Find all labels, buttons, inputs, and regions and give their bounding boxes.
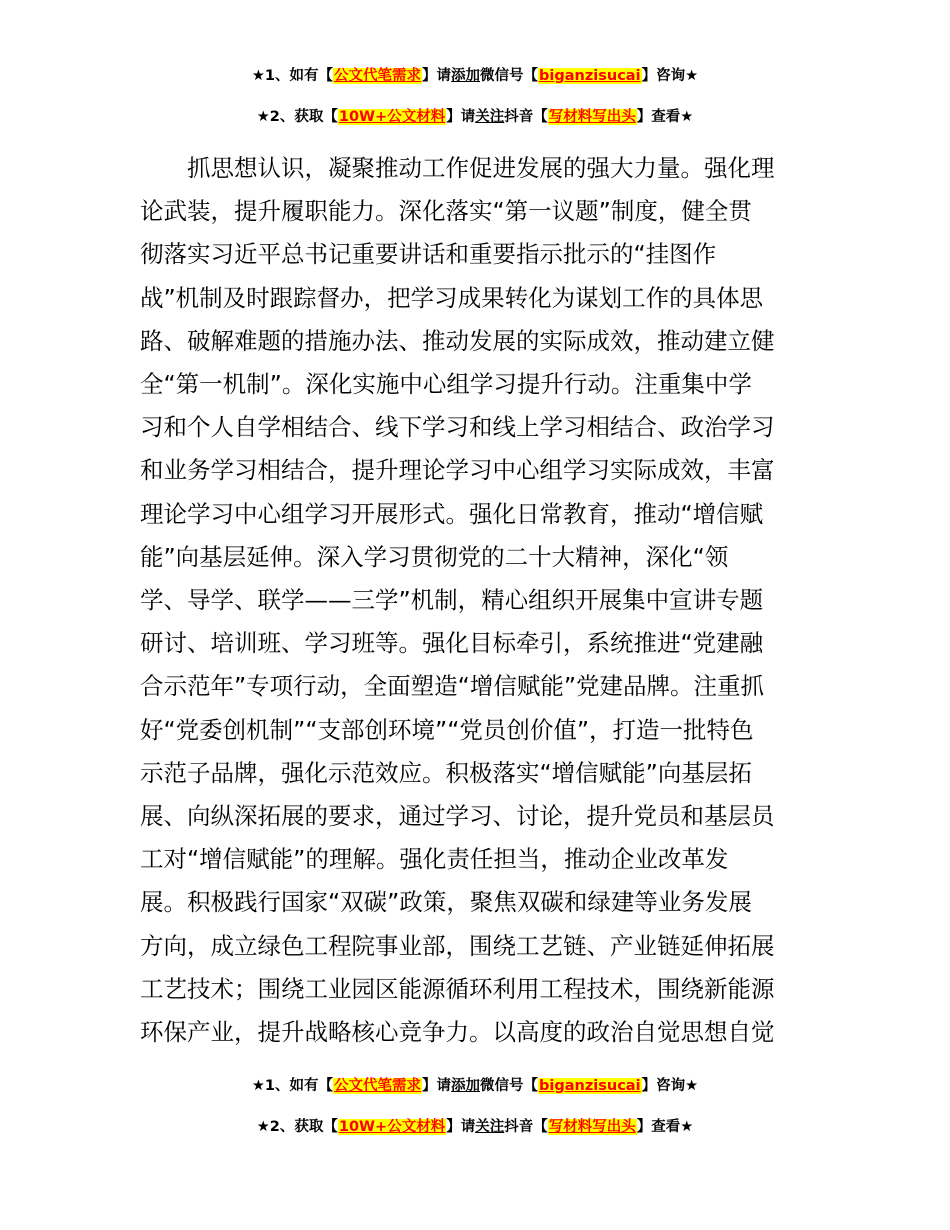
body-line: 全“第一机制”。深化实施中心组学习提升行动。注重集中学 — [140, 370, 752, 399]
footer-1-middle1: 】请 — [422, 1078, 452, 1094]
header-2-emph: 关注 — [475, 109, 505, 125]
header-2-prefix: ★2、获取【 — [256, 109, 338, 125]
footer-2-emph: 关注 — [475, 1119, 505, 1135]
header-1-prefix: ★1、如有【 — [251, 68, 334, 84]
body-line: 抓思想认识，凝聚推动工作促进发展的强大力量。强化理 — [187, 154, 775, 182]
body-line: 彻落实习近平总书记重要讲话和重要指示批示的“挂图作 — [140, 240, 717, 269]
footer-2-middle1: 】请 — [446, 1119, 476, 1135]
body-line: 路、破解难题的措施办法、推动发展的实际成效，推动建立健 — [140, 326, 775, 355]
footer-2-prefix: ★2、获取【 — [256, 1119, 338, 1135]
header-1-highlight: 公文代笔需求 — [334, 68, 422, 84]
header-2-highlight: 10W+公文材料 — [338, 109, 446, 125]
footer-1-emph: 添加 — [451, 1078, 481, 1094]
body-line: 论武装，提升履职能力。深化落实“第一议题”制度，健全贯 — [140, 197, 752, 226]
body-line: 理论学习中心组学习开展形式。强化日常教育，推动“增信赋 — [140, 499, 764, 528]
body-line: 展。积极践行国家“双碳”政策，聚焦双碳和绿建等业务发展 — [140, 888, 752, 917]
footer-2-suffix: 】查看★ — [636, 1119, 694, 1135]
body-line: 展、向纵深拓展的要求，通过学习、讨论，提升党员和基层员 — [140, 802, 775, 831]
body-line: 和业务学习相结合，提升理论学习中心组学习实际成效，丰富 — [140, 456, 775, 485]
footer-promo-line-1 — [0, 1075, 950, 1097]
header-1-middle1: 】请 — [422, 68, 452, 84]
header-2-suffix: 】查看★ — [636, 109, 694, 125]
body-line: 习和个人自学相结合、线下学习和线上学习相结合、政治学习 — [140, 413, 775, 442]
footer-1-suffix: 】咨询★ — [641, 1078, 699, 1094]
footer-1-prefix: ★1、如有【 — [251, 1078, 334, 1094]
body-line: 工对“增信赋能”的理解。强化责任担当，推动企业改革发 — [140, 845, 729, 874]
body-paragraph — [140, 147, 812, 1054]
header-1-middle2: 微信号【 — [480, 68, 539, 84]
header-promo-line-2 — [0, 106, 950, 128]
body-line: 方向，成立绿色工程院事业部，围绕工艺链、产业链延伸拓展 — [140, 931, 775, 960]
footer-2-highlight2: 写材料写出头 — [548, 1119, 636, 1135]
footer-2-middle2: 抖音【 — [504, 1119, 548, 1135]
body-line: 环保产业，提升战略核心竞争力。以高度的政治自觉思想自觉 — [140, 1018, 775, 1047]
body-line: 好“党委创机制”“支部创环境”“党员创价值”，打造一批特色 — [140, 715, 754, 744]
header-1-emph: 添加 — [451, 68, 481, 84]
footer-2-highlight: 10W+公文材料 — [338, 1119, 446, 1135]
footer-1-highlight: 公文代笔需求 — [334, 1078, 422, 1094]
body-line: 战”机制及时跟踪督办，把学习成果转化为谋划工作的具体思 — [140, 283, 764, 312]
header-2-middle2: 抖音【 — [504, 109, 548, 125]
header-2-highlight2: 写材料写出头 — [548, 109, 636, 125]
footer-promo-line-2 — [0, 1116, 950, 1138]
header-1-highlight2: biganzisucai — [539, 68, 641, 84]
body-line: 研讨、培训班、学习班等。强化目标牵引，系统推进“党建融 — [140, 629, 764, 658]
body-line: 工艺技术；围绕工业园区能源循环利用工程技术，围绕新能源 — [140, 974, 775, 1003]
body-line: 合示范年”专项行动，全面塑造“增信赋能”党建品牌。注重抓 — [140, 672, 765, 701]
header-promo-line-1 — [0, 65, 950, 87]
footer-1-highlight2: biganzisucai — [539, 1078, 641, 1094]
body-line: 学、导学、联学——三学”机制，精心组织开展集中宣讲专题 — [140, 586, 764, 615]
body-line: 示范子品牌，强化示范效应。积极落实“增信赋能”向基层拓 — [140, 758, 752, 787]
header-1-suffix: 】咨询★ — [641, 68, 699, 84]
body-line: 能”向基层延伸。深入学习贯彻党的二十大精神，深化“领 — [140, 542, 729, 571]
footer-1-middle2: 微信号【 — [480, 1078, 539, 1094]
header-2-middle1: 】请 — [446, 109, 476, 125]
